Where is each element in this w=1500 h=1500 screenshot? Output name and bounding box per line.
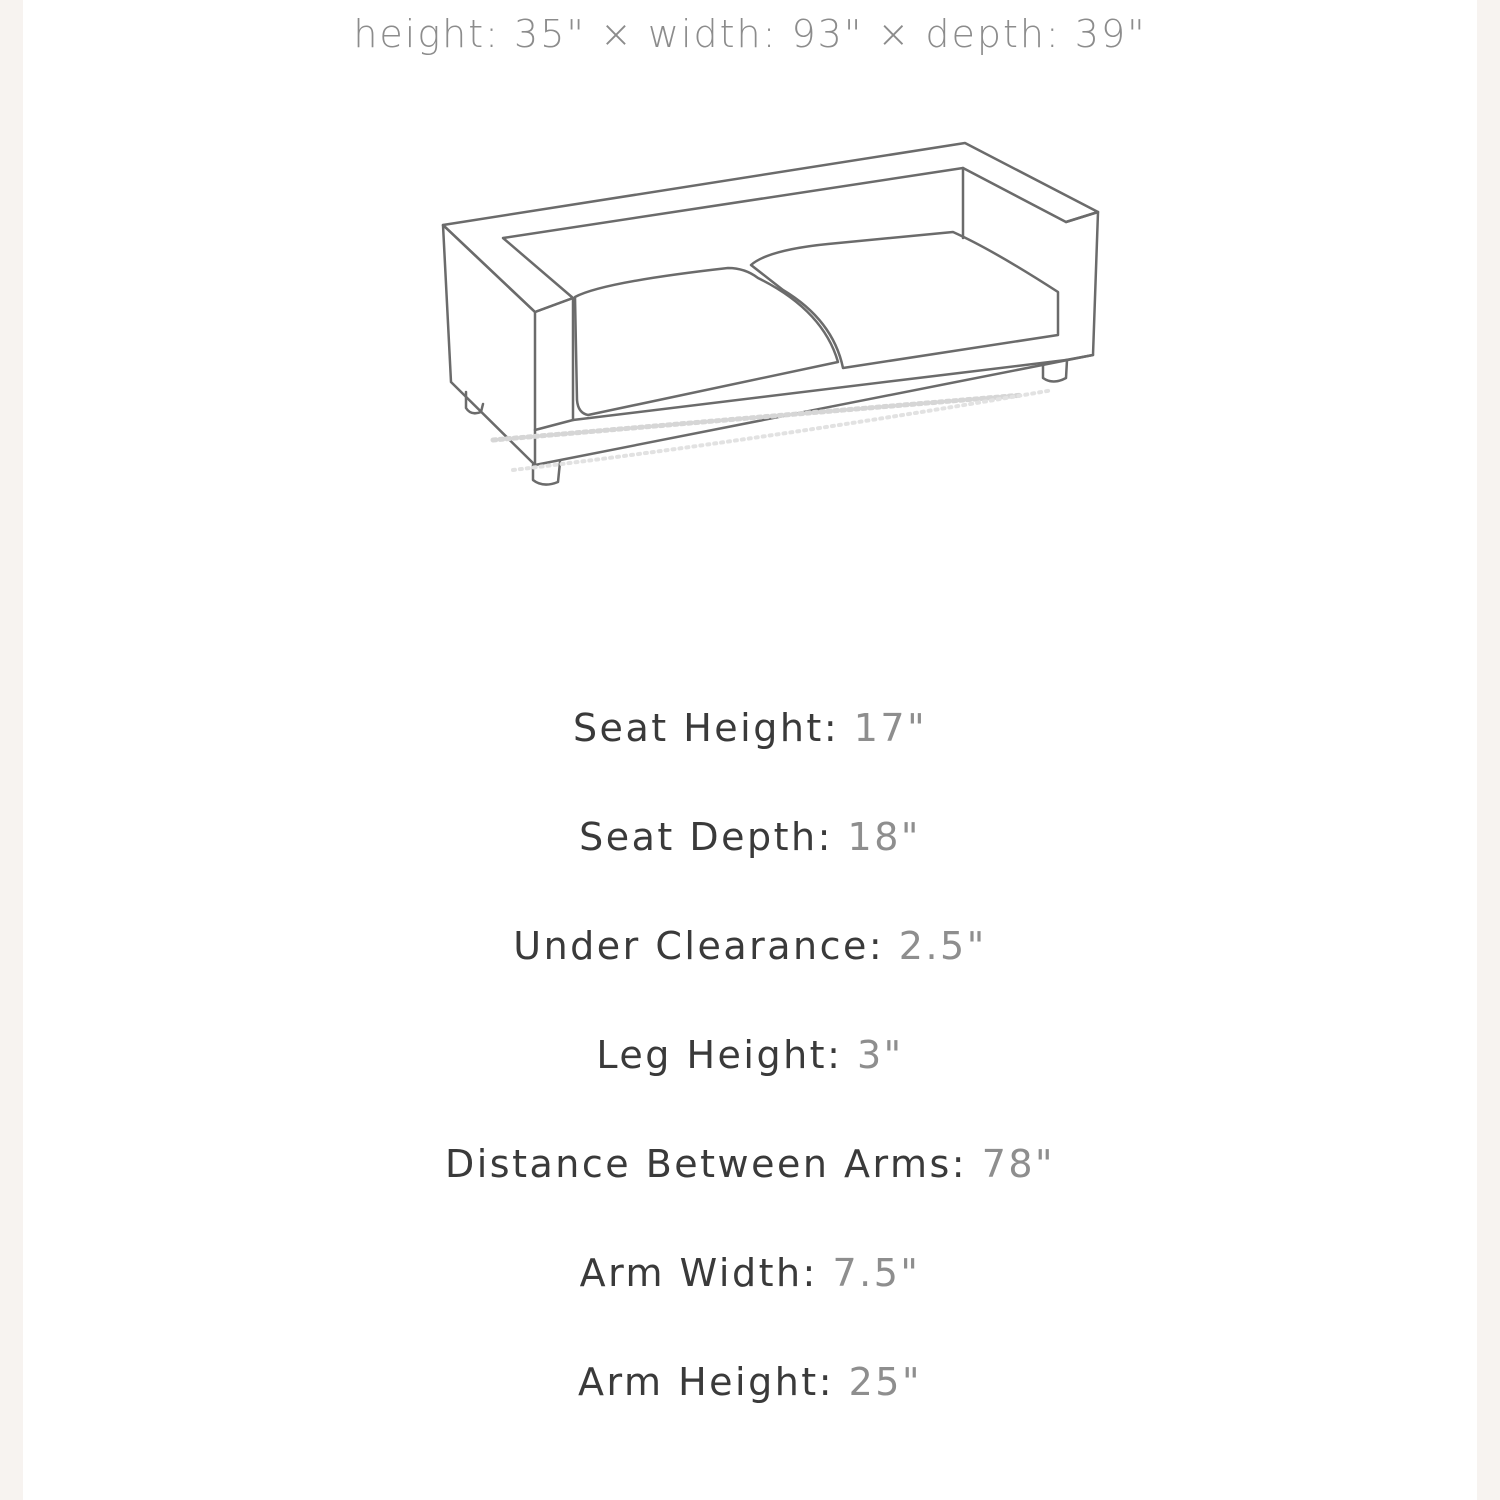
- spec-value: 78": [981, 1142, 1056, 1186]
- spec-value: 25": [848, 1360, 922, 1404]
- spec-value: 7.5": [832, 1251, 921, 1295]
- spec-label: Seat Depth:: [579, 815, 833, 859]
- spec-value: 2.5": [898, 924, 987, 968]
- spec-leg-height: [23, 1027, 1477, 1136]
- dimensions-panel: [23, 0, 1477, 1500]
- spec-label: Seat Height:: [572, 706, 840, 750]
- spec-value: 17": [853, 706, 928, 750]
- sofa-icon: [413, 130, 1113, 500]
- spec-arm-width: [23, 1245, 1477, 1354]
- spec-under-clearance: [23, 918, 1477, 1027]
- spec-label: Under Clearance:: [513, 924, 885, 968]
- spec-value: 3": [856, 1033, 904, 1077]
- spec-value: 18": [847, 815, 921, 859]
- spec-arm-height: [23, 1354, 1477, 1463]
- spec-seat-height: [23, 700, 1477, 809]
- spec-label: Leg Height:: [596, 1033, 843, 1077]
- spec-list: [23, 700, 1477, 1463]
- sofa-illustration: [413, 130, 1113, 500]
- spec-label: Distance Between Arms:: [444, 1142, 968, 1186]
- spec-seat-depth: [23, 809, 1477, 918]
- spec-distance-between-arms: [23, 1136, 1477, 1245]
- spec-label: Arm Height:: [578, 1360, 835, 1404]
- overall-dimensions: height: 35" × width: 93" × depth: 39": [353, 12, 1147, 56]
- spec-label: Arm Width:: [579, 1251, 818, 1295]
